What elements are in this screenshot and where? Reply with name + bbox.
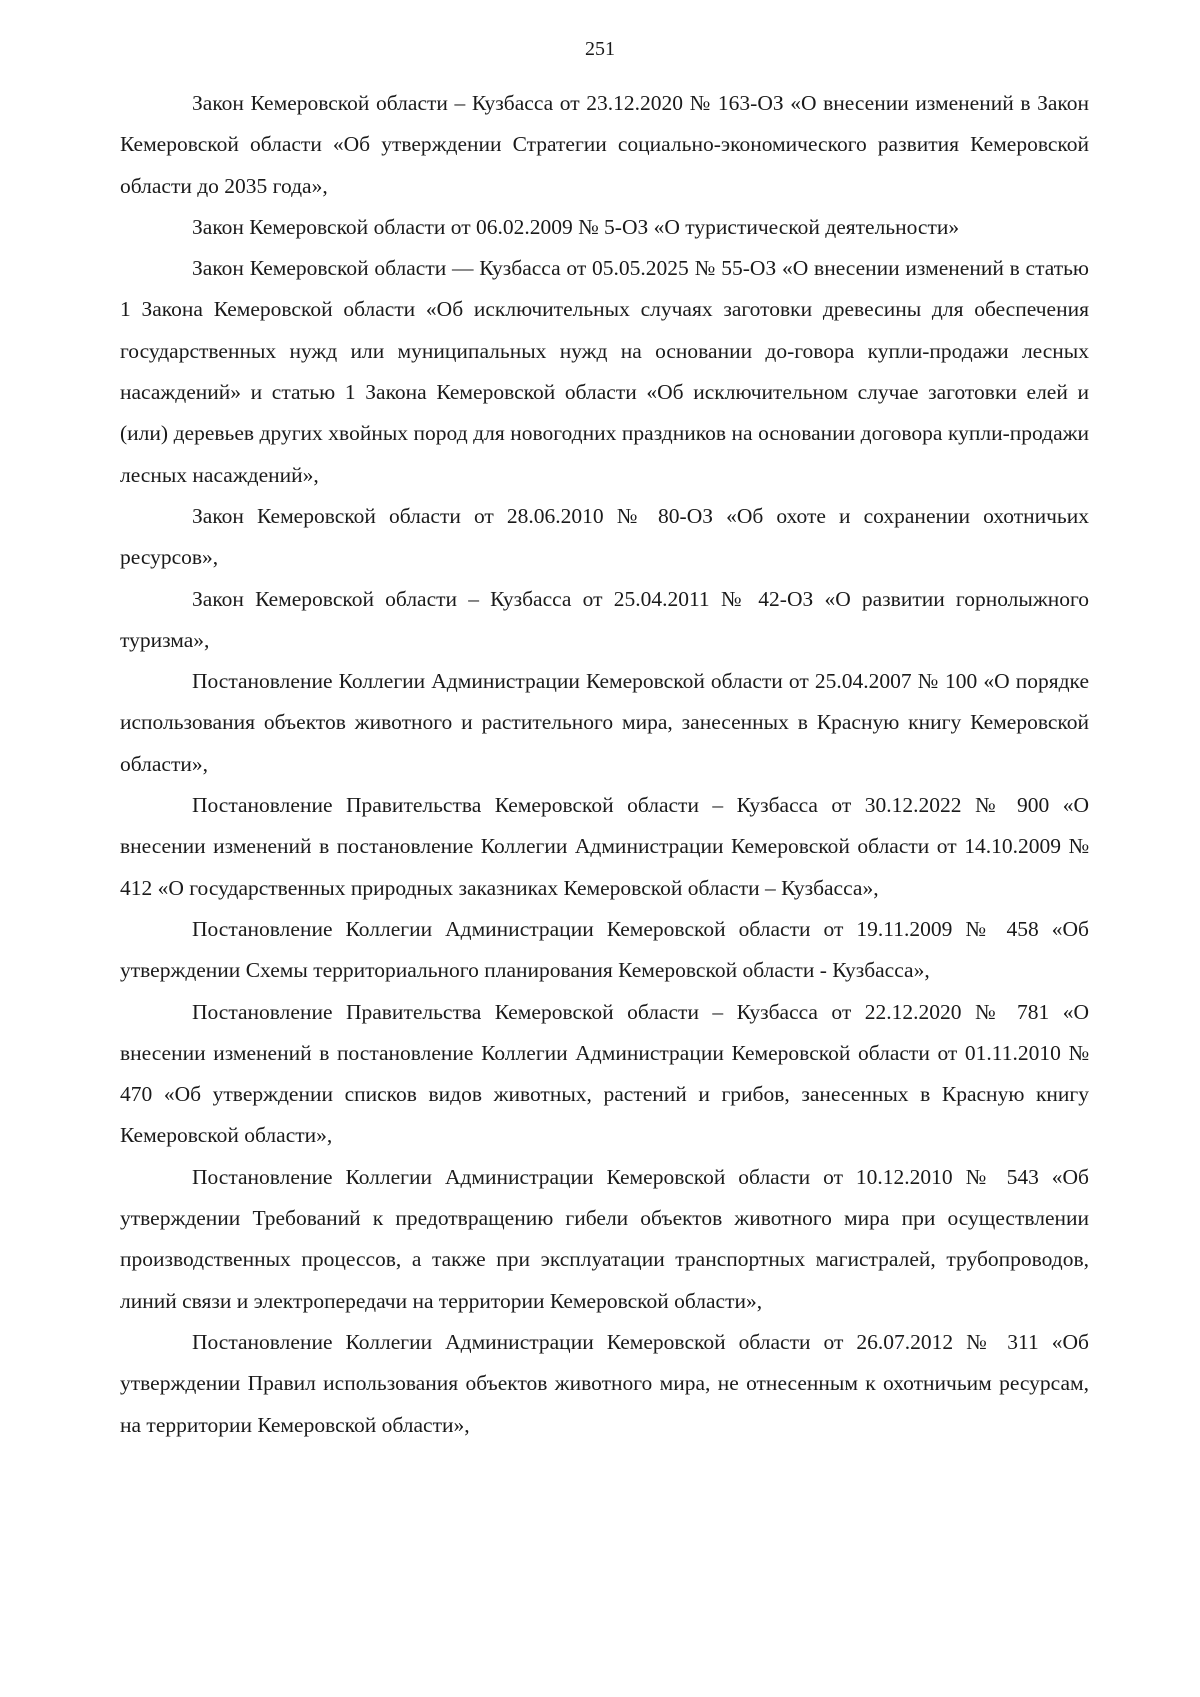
document-body <box>120 83 1089 1446</box>
paragraph: Постановление Коллегии Администрации Кемеровской области от 26.07.2012 № 311 «Об утверждении Правил использования объектов животного мира, не отнесенным к охотничьим ресурсам, на территории Кемеровской области», <box>120 1329 1089 1437</box>
paragraph: Закон Кемеровской области – Кузбасса от 25.04.2011 № 42-ОЗ «О развитии горнолыжного туризма», <box>120 586 1089 652</box>
paragraph: Постановление Коллегии Администрации Кемеровской области от 10.12.2010 № 543 «Об утверждении Требований к предотвращению гибели объектов животного мира при осуществлении производственных процессов, а также при эксплуатации транспортных магистралей, трубопроводов, линий связи и электропередачи на территории Кемеровской области», <box>120 1164 1089 1313</box>
paragraph: Постановление Коллегии Администрации Кемеровской области от 25.04.2007 № 100 «О порядке использования объектов животного и растительного мира, занесенных в Красную книгу Кемеровской области», <box>120 669 1089 776</box>
paragraph: Закон Кемеровской области от 28.06.2010 № 80-ОЗ «Об охоте и сохранении охотничьих ресурсов», <box>120 503 1089 570</box>
paragraph: Постановление Коллегии Администрации Кемеровской области от 19.11.2009 № 458 «Об утверждении Схемы территориального планирования Кемеровской области - Кузбасса», <box>120 916 1089 983</box>
paragraph: Постановление Правительства Кемеровской области – Кузбасса от 22.12.2020 № 781 «О внесении изменений в постановление Коллегии Администрации Кемеровской области от 01.11.2010 № 470 «Об утверждении списков видов животных, растений и грибов, занесенных в Красную книгу Кемеровской области», <box>120 999 1089 1148</box>
paragraph: Закон Кемеровской области – Кузбасса от 23.12.2020 № 163-ОЗ «О внесении изменений в Закон Кемеровской области «Об утверждении Стратегии социально-экономического развития Кемеровской области до 2035 года», <box>120 91 1089 198</box>
paragraph: Закон Кемеровской области от 06.02.2009 № 5-ОЗ «О туристической деятельности» <box>192 214 960 239</box>
paragraph: Постановление Правительства Кемеровской области – Кузбасса от 30.12.2022 № 900 «О внесении изменений в постановление Коллегии Администрации Кемеровской области от 14.10.2009 № 412 «О государственных природных заказниках Кемеровской области – Кузбасса», <box>120 793 1089 900</box>
paragraph: Закон Кемеровской области — Кузбасса от 05.05.2025 № 55-ОЗ «О внесении изменений в статью 1 Закона Кемеровской области «Об исключительных случаях заготовки древесины для обеспечения государственных нужд или муниципальных нужд на основании до-говора купли-продажи лесных насаждений» и статью 1 Закона Кемеровской области «Об исключительном случае заготовки елей и (или) деревьев других хвойных пород для новогодних праздников на основании договора купли-продажи лесных насаждений», <box>120 256 1089 487</box>
page-number: 251 <box>585 38 615 60</box>
